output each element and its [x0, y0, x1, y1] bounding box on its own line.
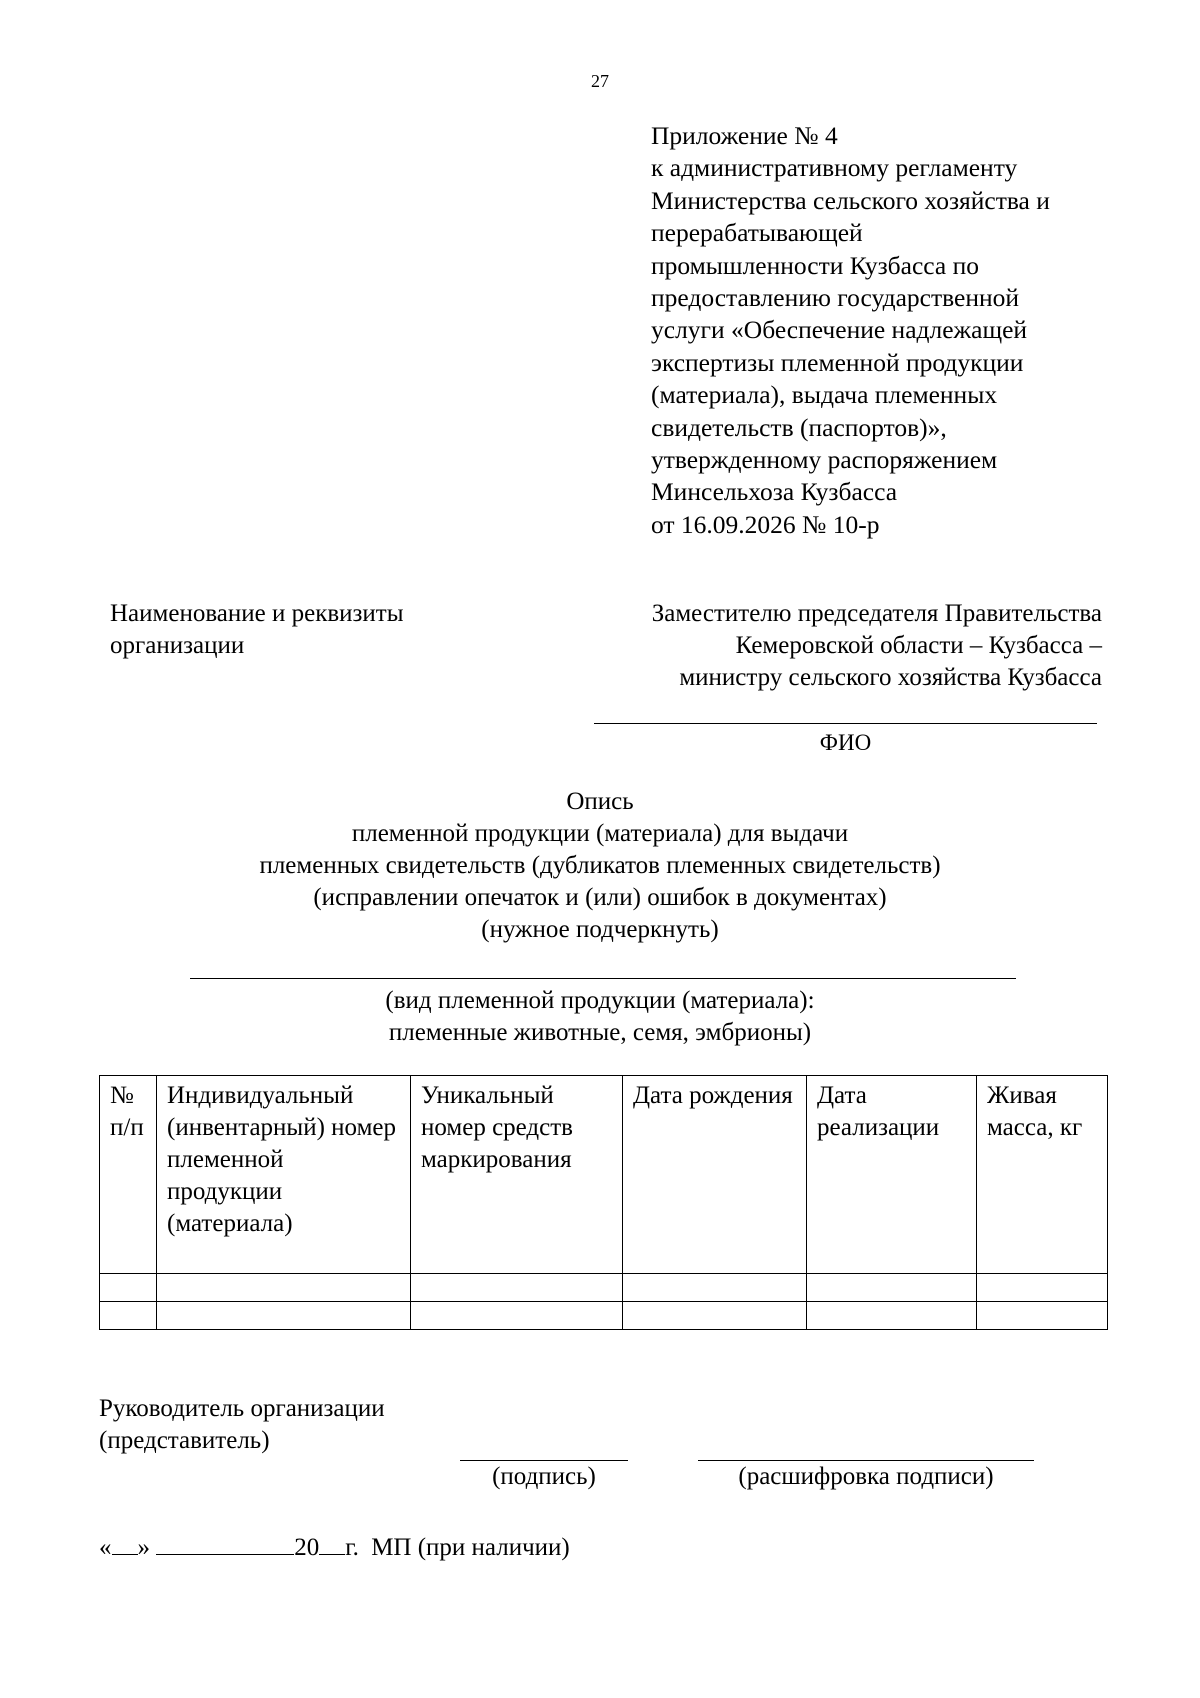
appendix-line: экспертизы племенной продукции [651, 347, 1024, 377]
addressee-line: Заместителю председателя Правительства [651, 600, 1102, 627]
date-open-quote: « [99, 1534, 112, 1561]
table-cell[interactable] [623, 1274, 807, 1302]
organization-line: организации [110, 632, 245, 659]
appendix-line: услуги «Обеспечение надлежащей [651, 315, 1028, 345]
table-cell[interactable] [411, 1274, 623, 1302]
signature-label: (подпись) [492, 1463, 596, 1490]
month-fill-line[interactable] [156, 1528, 294, 1555]
table-row [100, 1274, 1108, 1302]
inventory-table [99, 1075, 1108, 1330]
year-prefix: 20 [294, 1534, 320, 1561]
column-header-sale-date: Дата реализации [807, 1076, 977, 1274]
fio-label: ФИО [819, 730, 872, 755]
appendix-line: Минсельхоза Кузбасса [651, 477, 898, 507]
appendix-line: промышленности Кузбасса по [651, 250, 980, 280]
day-fill-line[interactable] [112, 1528, 138, 1555]
appendix-header [651, 120, 1131, 541]
column-header-birth-date: Дата рождения [623, 1076, 807, 1274]
title-line: (исправлении опечаток и (или) ошибок в документах) [313, 884, 887, 911]
appendix-line: (материала), выдача племенных [651, 380, 998, 410]
appendix-line: от 16.09.2026 № 10-р [651, 509, 880, 539]
document-title [0, 786, 1200, 946]
appendix-line: Министерства сельского хозяйства и [651, 185, 1050, 215]
title-line: племенной продукции (материала) для выдачи [351, 820, 849, 847]
addressee-line: Кемеровской области – Кузбасса – [735, 632, 1102, 659]
fio-fill-line[interactable] [594, 723, 1097, 724]
appendix-line: утвержденному распоряжением [651, 445, 998, 475]
organization-line: Наименование и реквизиты [110, 600, 404, 627]
title-line: Опись [566, 788, 634, 815]
table-cell[interactable] [157, 1274, 411, 1302]
year-suffix: г. [345, 1534, 359, 1561]
appendix-line: к административному регламенту [651, 153, 1018, 183]
product-kind-hint [0, 985, 1200, 1049]
head-label-line: Руководитель организации [99, 1395, 385, 1422]
head-label-line: (представитель) [99, 1427, 270, 1454]
title-line: (нужное подчеркнуть) [481, 916, 719, 943]
table-cell[interactable] [807, 1302, 977, 1330]
stamp-label: МП (при наличии) [371, 1534, 570, 1561]
column-header-marking-number: Уникальный номер средств маркирования [411, 1076, 623, 1274]
product-kind-line: (вид племенной продукции (материала): [385, 987, 815, 1014]
product-kind-fill-line[interactable] [190, 978, 1016, 979]
year-fill-line[interactable] [319, 1528, 345, 1555]
table-cell[interactable] [623, 1302, 807, 1330]
appendix-line: перерабатывающей [651, 218, 863, 248]
organization-head-label [99, 1393, 499, 1457]
organization-details-label [110, 598, 490, 662]
date-close-quote: » [137, 1534, 150, 1561]
table-cell[interactable] [100, 1302, 157, 1330]
date-line [99, 1528, 570, 1564]
table-cell[interactable] [977, 1302, 1108, 1330]
table-row [100, 1302, 1108, 1330]
table-cell[interactable] [100, 1274, 157, 1302]
table-cell[interactable] [807, 1274, 977, 1302]
column-header-inventory-number: Индивидуальный (инвентарный) номер племенной продукции (материала) [157, 1076, 411, 1274]
addressee-line: министру сельского хозяйства Кузбасса [679, 664, 1102, 691]
column-header-live-weight: Живая масса, кг [977, 1076, 1108, 1274]
page-number: 27 [591, 71, 609, 91]
signature-decode-label: (расшифровка подписи) [738, 1463, 994, 1490]
appendix-line: свидетельств (паспортов)», [651, 412, 947, 442]
appendix-line: предоставлению государственной [651, 283, 1020, 313]
table-cell[interactable] [411, 1302, 623, 1330]
appendix-line: Приложение № 4 [651, 121, 838, 150]
table-cell[interactable] [977, 1274, 1108, 1302]
table-cell[interactable] [157, 1302, 411, 1330]
product-kind-line: племенные животные, семя, эмбрионы) [388, 1019, 812, 1046]
column-header-number: № п/п [100, 1076, 157, 1274]
title-line: племенных свидетельств (дубликатов племенных свидетельств) [259, 852, 941, 879]
table-header-row [100, 1076, 1108, 1274]
addressee-block [542, 598, 1102, 694]
